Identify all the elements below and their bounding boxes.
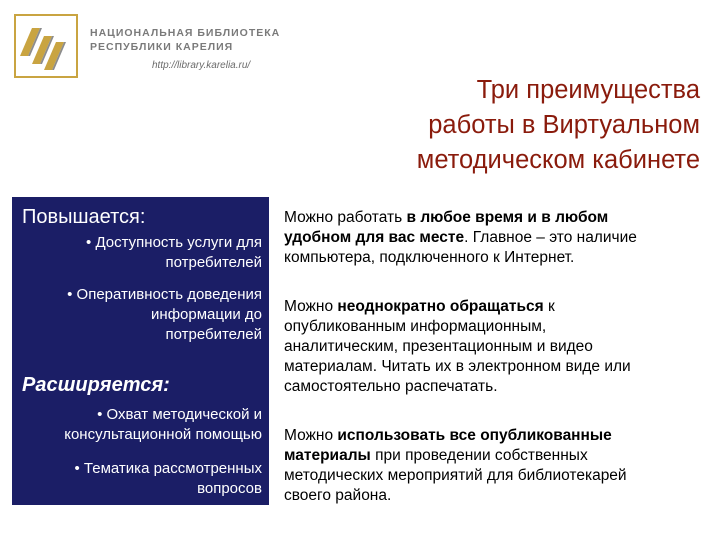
bullet-line: информации до: [151, 306, 262, 323]
paragraph-repeated-access: [284, 297, 704, 397]
bullet-efficiency: [67, 285, 262, 345]
text: аналитическим, презентационным и видео: [284, 338, 593, 355]
slide-title: [280, 73, 700, 178]
bullet-coverage: [64, 405, 262, 445]
bullet-availability: [86, 233, 262, 273]
bullet-line: потребителей: [165, 326, 262, 343]
text: Можно работать: [284, 209, 407, 226]
title-line-2: работы в Виртуальном: [428, 111, 700, 139]
bullet-line: • Охват методической и: [97, 406, 262, 423]
title-line-3: методическом кабинете: [416, 146, 700, 174]
bullet-line: • Тематика рассмотренных: [74, 460, 262, 477]
text: . Главное – это наличие: [464, 229, 637, 246]
emphasis: в любое время и в любом: [406, 209, 609, 226]
text: материалам. Читать их в электронном виде или: [284, 358, 631, 375]
logo-text: [90, 26, 280, 54]
bullet-topics: [75, 459, 262, 499]
text: компьютера, подключенного к Интернет.: [284, 249, 575, 266]
text: Можно: [284, 427, 338, 444]
text: при проведении собственных: [370, 447, 588, 464]
emphasis: использовать все опубликованные: [337, 427, 612, 444]
paragraph-anytime: [284, 208, 704, 268]
text: опубликованным информационным,: [284, 318, 547, 335]
logo-url[interactable]: http://library.karelia.ru/: [152, 60, 251, 71]
logo-line-2: РЕСПУБЛИКИ КАРЕЛИЯ: [90, 41, 234, 53]
title-line-1: Три преимущества: [476, 76, 700, 104]
emphasis: неоднократно обращаться: [337, 298, 544, 315]
bullet-line: потребителей: [165, 254, 262, 271]
paragraph-use-materials: [284, 426, 704, 506]
section-heading-increases: Повышается:: [22, 206, 146, 228]
text: методических мероприятий для библиотекарей: [284, 467, 627, 484]
bullet-line: консультационной помощью: [64, 426, 262, 443]
section-heading-expands: Расширяется:: [22, 374, 170, 396]
logo-line-1: НАЦИОНАЛЬНАЯ БИБЛИОТЕКА: [90, 27, 281, 39]
bullet-line: вопросов: [197, 480, 262, 497]
stacked-books-icon: [14, 14, 84, 84]
emphasis: удобном для вас месте: [284, 229, 465, 246]
text: самостоятельно распечатать.: [284, 378, 498, 395]
library-logo[interactable]: [14, 14, 281, 84]
text: Можно: [284, 298, 338, 315]
text: своего района.: [284, 487, 392, 504]
bullet-line: • Оперативность доведения: [67, 286, 262, 303]
bullet-line: • Доступность услуги для: [86, 234, 262, 251]
emphasis: материалы: [284, 447, 371, 464]
left-panel: [12, 197, 269, 505]
text: к: [543, 298, 555, 315]
